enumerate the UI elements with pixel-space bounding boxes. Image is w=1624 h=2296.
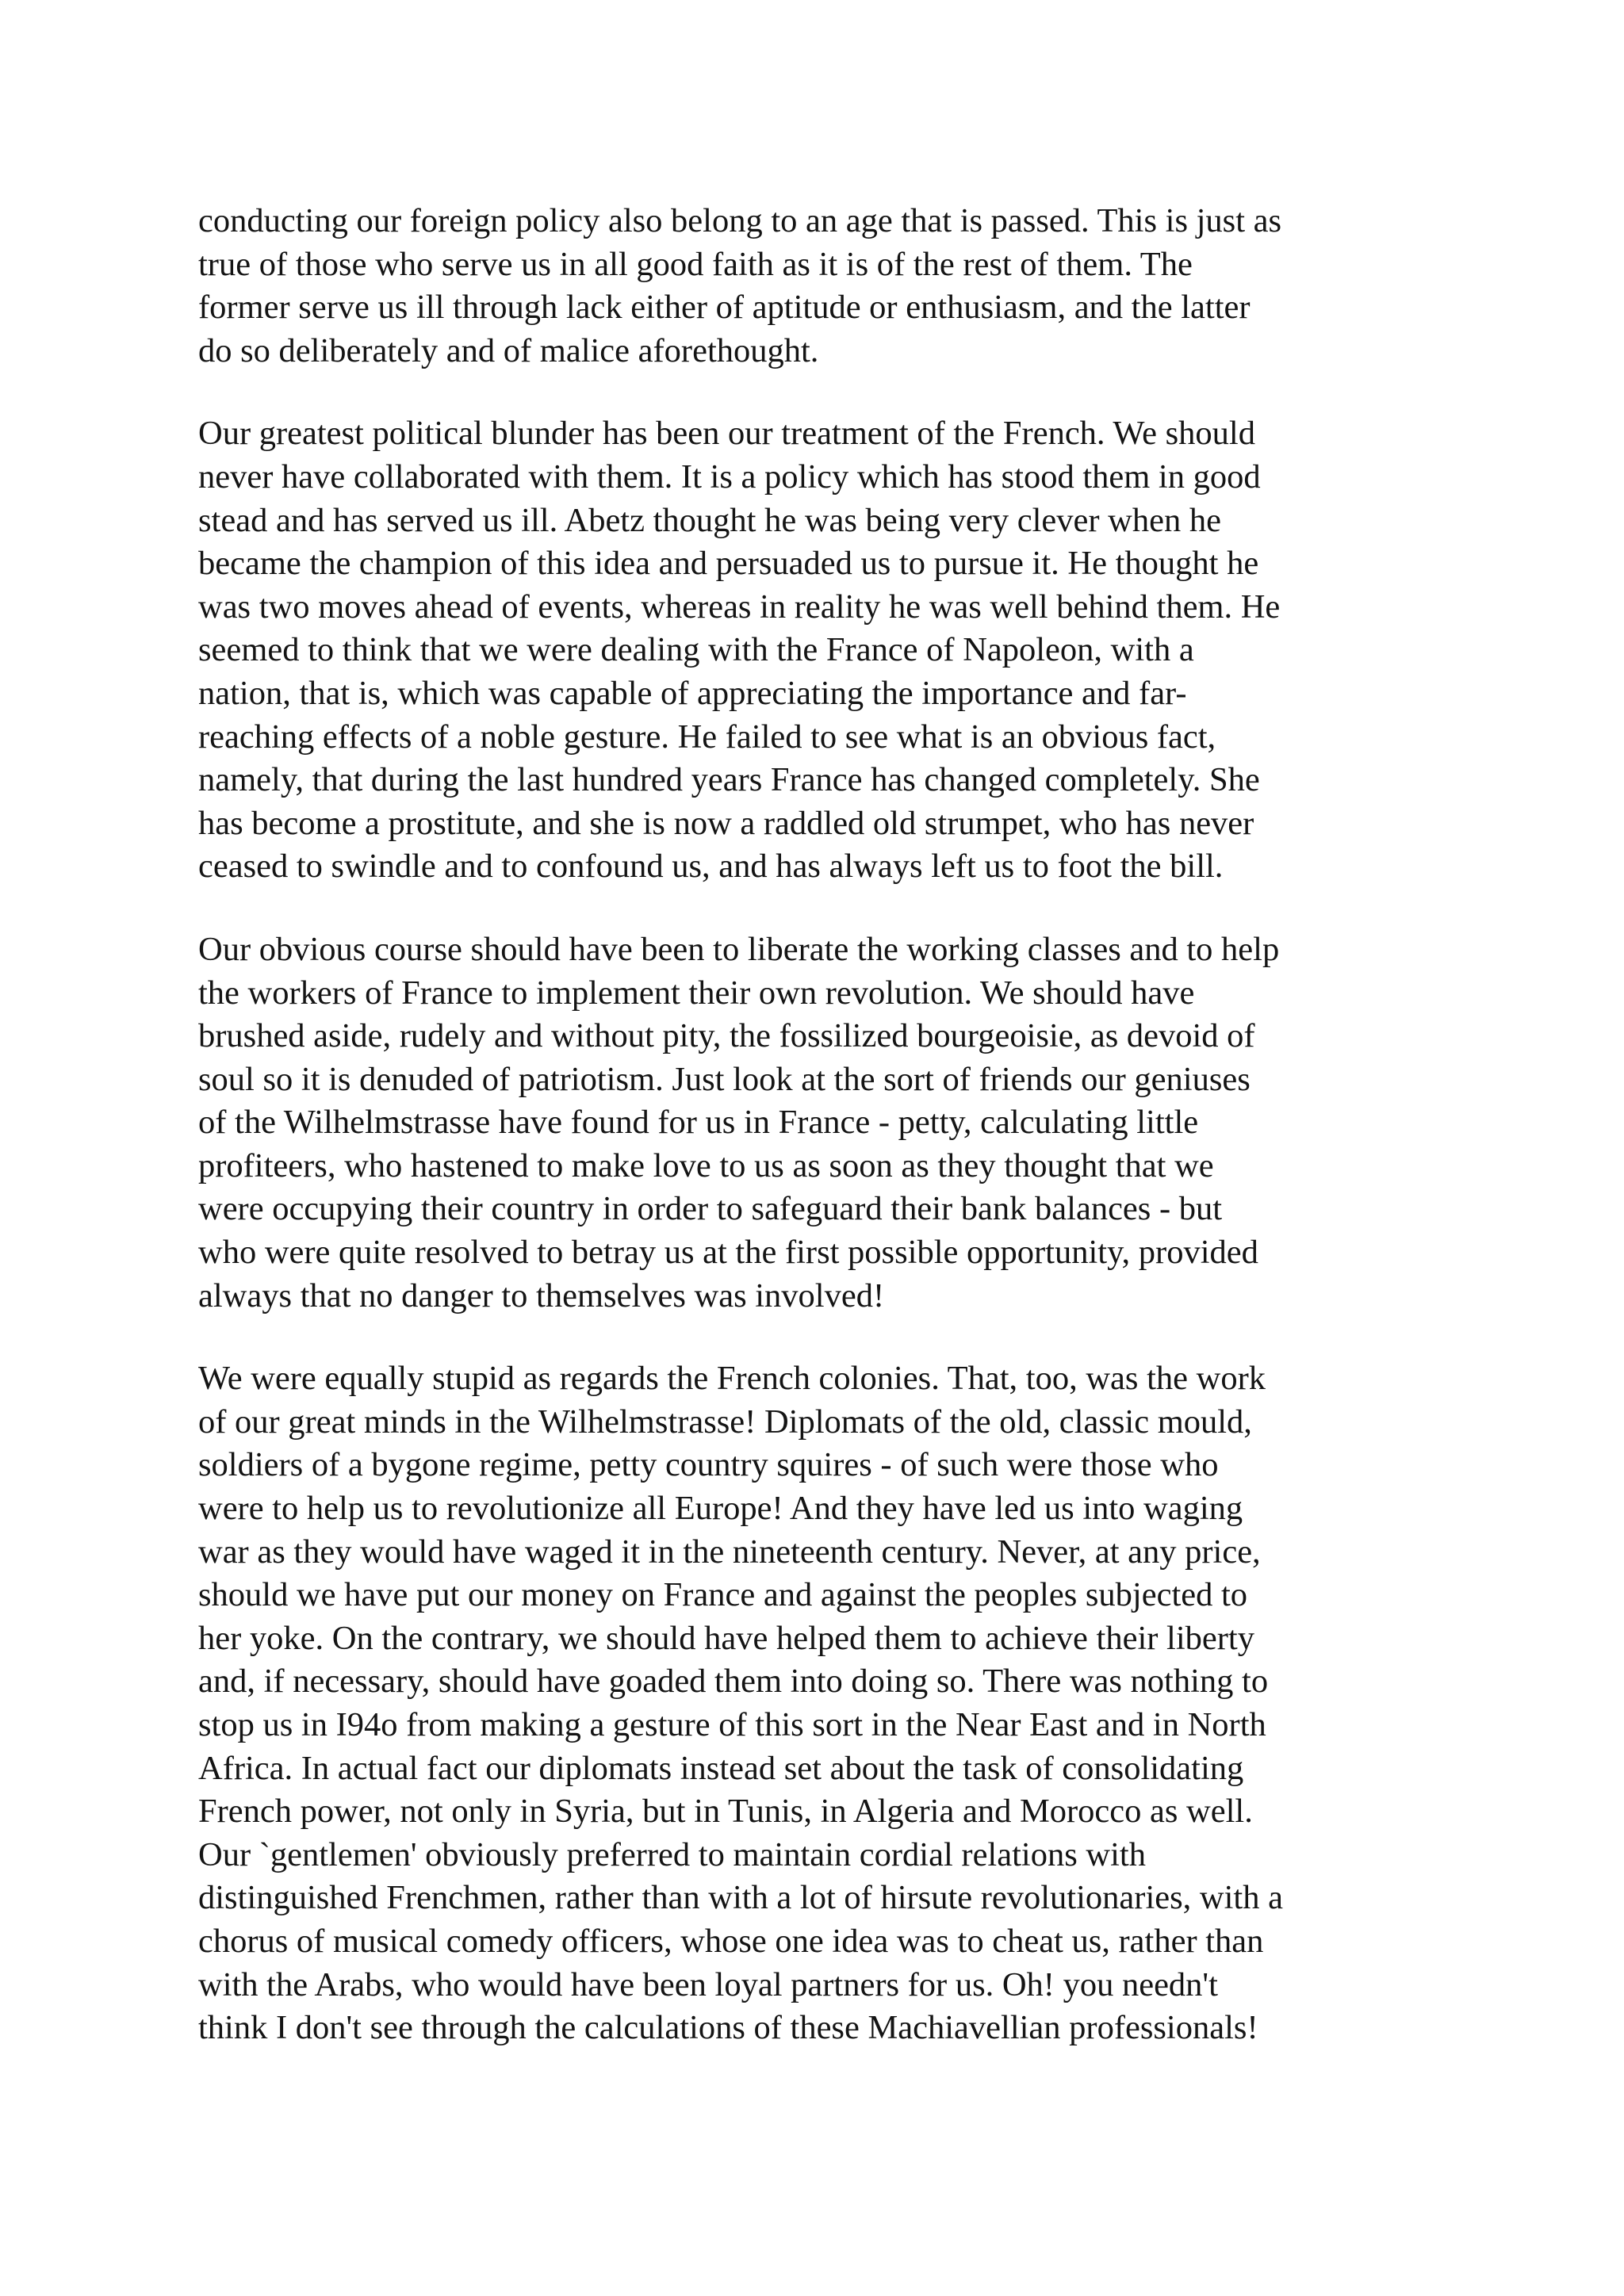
text-line: soul so it is denuded of patriotism. Just look at the sort of friends our geniuses bbox=[198, 1060, 1251, 1098]
text-line: and, if necessary, should have goaded them into doing so. There was nothing to bbox=[198, 1663, 1269, 1701]
text-line: who were quite resolved to betray us at the first possible opportunity, provided bbox=[198, 1234, 1258, 1272]
text-line: Our greatest political blunder has been our treatment of the French. We should bbox=[198, 415, 1255, 453]
text-line: Our `gentlemen' obviously preferred to maintain cordial relations with bbox=[198, 1835, 1146, 1873]
text-line: always that no danger to themselves was involved! bbox=[198, 1276, 885, 1314]
text-line: should we have put our money on France and against the peoples subjected to bbox=[198, 1576, 1248, 1614]
text-line: with the Arabs, who would have been loyal partners for us. Oh! you needn't bbox=[198, 1965, 1218, 2003]
paragraph-2 bbox=[198, 412, 1459, 889]
text-line: stop us in I94o from making a gesture of this sort in the Near East and in North bbox=[198, 1706, 1266, 1743]
text-line: nation, that is, which was capable of appreciating the importance and far- bbox=[198, 674, 1187, 712]
text-line: brushed aside, rudely and without pity, the fossilized bourgeoisie, as devoid of bbox=[198, 1017, 1255, 1055]
text-line: was two moves ahead of events, whereas in reality he was well behind them. He bbox=[198, 587, 1281, 626]
text-line: former serve us ill through lack either of aptitude or enthusiasm, and the latter bbox=[198, 289, 1251, 327]
text-line: ceased to swindle and to confound us, and has always left us to foot the bill. bbox=[198, 848, 1224, 886]
text-line: soldiers of a bygone regime, petty country squires - of such were those who bbox=[198, 1446, 1219, 1484]
text-line: were to help us to revolutionize all Europe! And they have led us into waging bbox=[198, 1490, 1243, 1528]
text-line: reaching effects of a noble gesture. He failed to see what is an obvious fact, bbox=[198, 718, 1216, 756]
text-line: of the Wilhelmstrasse have found for us in France - petty, calculating little bbox=[198, 1104, 1199, 1142]
text-line: conducting our foreign policy also belong to an age that is passed. This is just as bbox=[198, 202, 1282, 239]
text-line: Africa. In actual fact our diplomats instead set about the task of consolidating bbox=[198, 1749, 1244, 1787]
paragraph-1 bbox=[198, 200, 1459, 373]
text-line: true of those who serve us in all good faith as it is of the rest of them. The bbox=[198, 245, 1193, 283]
text-line: profiteers, who hastened to make love to us as soon as they thought that we bbox=[198, 1146, 1214, 1184]
text-line: seemed to think that we were dealing with the France of Napoleon, with a bbox=[198, 631, 1194, 669]
paragraph-4 bbox=[198, 1357, 1459, 2050]
text-line: stead and has served us ill. Abetz thought he was being very clever when he bbox=[198, 501, 1221, 539]
text-line: chorus of musical comedy officers, whose one idea was to cheat us, rather than bbox=[198, 1922, 1264, 1960]
text-line: Our obvious course should have been to liberate the working classes and to help bbox=[198, 930, 1280, 968]
text-line: distinguished Frenchmen, rather than with a lot of hirsute revolutionaries, with a bbox=[198, 1879, 1283, 1917]
text-line: her yoke. On the contrary, we should have helped them to achieve their liberty bbox=[198, 1619, 1254, 1657]
text-line: became the champion of this idea and persuaded us to pursue it. He thought he bbox=[198, 545, 1259, 583]
text-line: French power, not only in Syria, but in Tunis, in Algeria and Morocco as well. bbox=[198, 1793, 1253, 1831]
text-line: think I don't see through the calculations of these Machiavellian professionals! bbox=[198, 2009, 1258, 2047]
text-line: has become a prostitute, and she is now a raddled old strumpet, who has never bbox=[198, 804, 1254, 842]
text-line: of our great minds in the Wilhelmstrasse! Diplomats of the old, classic mould, bbox=[198, 1402, 1252, 1441]
text-line: We were equally stupid as regards the French colonies. That, too, was the work bbox=[198, 1360, 1266, 1398]
text-line: never have collaborated with them. It is a policy which has stood them in good bbox=[198, 457, 1261, 496]
text-line: the workers of France to implement their own revolution. We should have bbox=[198, 974, 1195, 1012]
document-page bbox=[198, 200, 1459, 2090]
text-line: were occupying their country in order to safeguard their bank balances - but bbox=[198, 1190, 1223, 1228]
paragraph-3 bbox=[198, 928, 1459, 1318]
text-line: do so deliberately and of malice aforethought. bbox=[198, 331, 819, 369]
text-line: war as they would have waged it in the nineteenth century. Never, at any price, bbox=[198, 1533, 1261, 1571]
text-line: namely, that during the last hundred years France has changed completely. She bbox=[198, 761, 1260, 799]
